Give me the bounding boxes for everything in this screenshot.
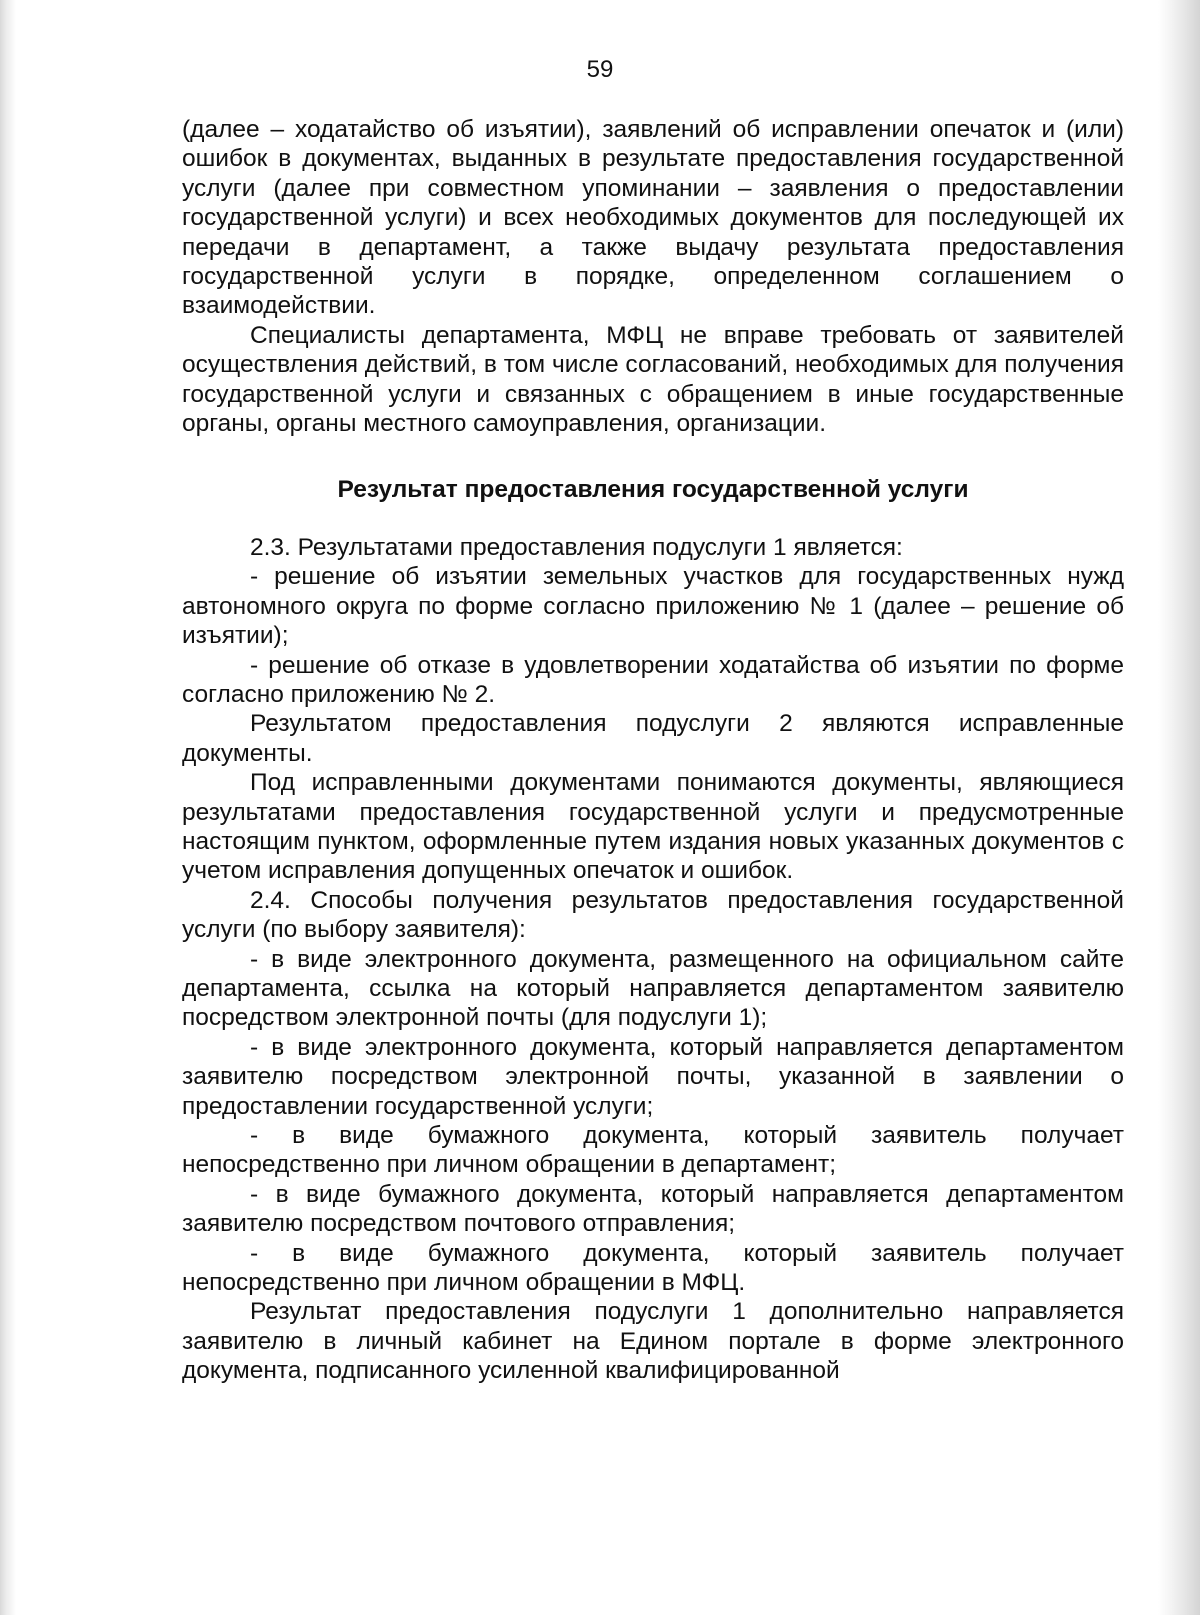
list-item: - решение об отказе в удовлетворении ходатайства об изъятии по форме согласно приложению № 2.: [182, 651, 1124, 708]
scan-edge-right: [1158, 0, 1200, 1615]
list-item: - в виде электронного документа, который направляется департаментом заявителю посредством электронной почты, указанной в заявлении о предоставлении государственной услуги;: [182, 1033, 1124, 1120]
section-heading: Результат предоставления государственной услуги: [337, 476, 969, 504]
paragraph: 2.4. Способы получения результатов предоставления государственной услуги (по выбору заявителя):: [182, 886, 1124, 944]
paragraph: 2.3. Результатами предоставления подуслуги 1 является:: [250, 533, 903, 561]
page-number: 59: [586, 56, 614, 83]
list-item: - в виде бумажного документа, который заявитель получает непосредственно при личном обращении в департамент;: [182, 1122, 1124, 1179]
list-item: - в виде электронного документа, размещенного на официальном сайте департамента, ссылка на который направляется департаментом заявителю посредством электронной почты (для подуслуги 1);: [182, 945, 1124, 1032]
paragraph: Результат предоставления подуслуги 1 дополнительно направляется заявителю в личный кабинет на Едином портале в форме электронного документа, подписанного усиленной квалифицированной: [182, 1298, 1124, 1385]
list-item: - решение об изъятии земельных участков для государственных нужд автономного округа по форме согласно приложению № 1 (далее – решение об изъятии);: [182, 563, 1124, 650]
paragraph: Результатом предоставления подуслуги 2 являются исправленные документы.: [182, 710, 1124, 767]
list-item: - в виде бумажного документа, который направляется департаментом заявителю посредством почтового отправления;: [182, 1180, 1124, 1238]
document-body: [182, 115, 1124, 1386]
list-item: - в виде бумажного документа, который заявитель получает непосредственно при личном обращении в МФЦ.: [182, 1239, 1124, 1297]
paragraph: Под исправленными документами понимаются документы, являющиеся результатами предоставления государственной услуги и предусмотренные настоящим пунктом, оформленные путем издания новых указанных документов с учетом исправления допущенных опечаток и ошибок.: [182, 769, 1124, 885]
scan-edge-left: [0, 0, 16, 1615]
paragraph: (далее – ходатайство об изъятии), заявлений об исправлении опечаток и (или) ошибок в документах, выданных в результате предоставления государственной услуги (далее при совместном упоминании – заявления о предоставлении государственной услуги) и всех необходимых документов для последующей их передачи в департамент, а также выдачу результата предоставления государственной услуги в порядке, определенном соглашением о взаимодействии.: [182, 116, 1124, 320]
paragraph: Специалисты департамента, МФЦ не вправе требовать от заявителей осуществления действий, в том числе согласований, необходимых для получения государственной услуги и связанных с обращением в иные государственные органы, органы местного самоуправления, организации.: [182, 321, 1124, 438]
